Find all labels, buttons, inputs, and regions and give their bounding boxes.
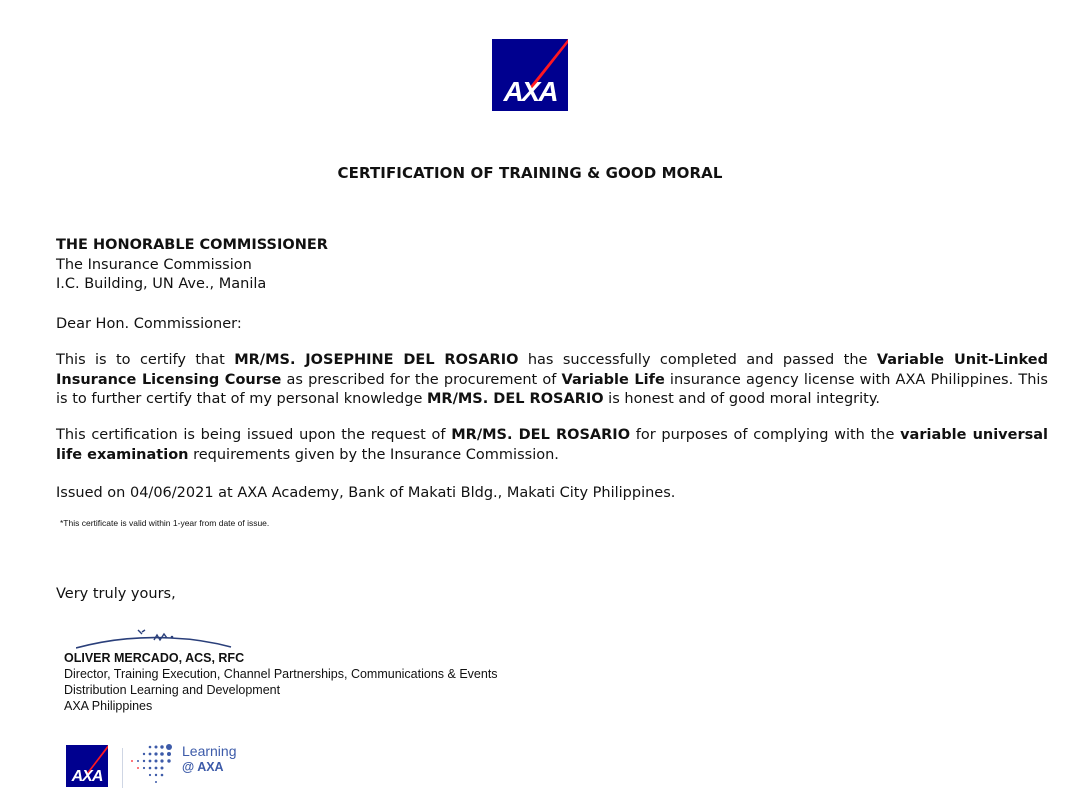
issued-statement: Issued on 04/06/2021 at AXA Academy, Bank of Makati Bldg., Makati City Philippines.	[56, 485, 676, 501]
p2-candidate-short: MR/MS. DEL ROSARIO	[451, 427, 631, 443]
document-title: CERTIFICATION OF TRAINING & GOOD MORAL	[337, 164, 723, 182]
p1-course-name: Variable Unit-Linked Insurance Licensing Course	[56, 352, 1048, 388]
signer-company: AXA Philippines	[64, 699, 153, 713]
p1-candidate-name: MR/MS. JOSEPHINE DEL ROSARIO	[234, 352, 519, 368]
p1-text-3: as prescribed for the procurement of	[281, 371, 562, 388]
p1-text-4: insurance agency license with AXA Philippines. This is to further certify that of my personal knowledge	[56, 371, 1048, 407]
signer-department: Distribution Learning and Development	[64, 683, 281, 697]
axa-footer-logo	[66, 745, 108, 787]
footer-divider	[122, 748, 123, 788]
addressee-line-1: THE HONORABLE COMMISSIONER	[56, 237, 328, 253]
learning-label: Learning	[182, 743, 237, 759]
p1-text-5: is honest and of good moral integrity.	[603, 391, 880, 407]
p2-text-3: requirements given by the Insurance Commission.	[188, 446, 559, 463]
validity-note: *This certificate is valid within 1-year from date of issue.	[60, 518, 270, 528]
addressee-line-2: The Insurance Commission	[56, 256, 252, 273]
signer-block	[64, 650, 498, 714]
salutation: Dear Hon. Commissioner:	[56, 316, 242, 332]
addressee-block	[56, 236, 328, 295]
svg-text:AXA: AXA	[503, 76, 557, 107]
p2-text-2: for purposes of complying with the	[630, 427, 901, 443]
learning-at-axa-brand	[182, 743, 237, 775]
p2-exam-name: variable universal life examination	[56, 427, 1049, 463]
closing: Very truly yours,	[56, 586, 176, 602]
signer-title: Director, Training Execution, Channel Partnerships, Communications & Events	[64, 667, 498, 681]
certification-paragraph	[56, 351, 1048, 410]
learning-dots-icon	[130, 743, 178, 789]
p1-license-type: Variable Life	[561, 371, 665, 388]
p1-text-2: has successfully completed and passed the	[518, 352, 877, 368]
svg-text:AXA: AXA	[71, 768, 103, 785]
addressee-line-3: I.C. Building, UN Ave., Manila	[56, 276, 267, 292]
axa-logo	[492, 39, 568, 111]
p2-text-1: This certification is being issued upon the request of	[56, 427, 452, 443]
p1-candidate-short: MR/MS. DEL ROSARIO	[426, 391, 604, 407]
p1-text-1: This is to certify that	[56, 352, 235, 368]
at-axa-label: @ AXA	[182, 760, 224, 774]
purpose-paragraph	[56, 426, 1048, 465]
signer-name: OLIVER MERCADO, ACS, RFC	[64, 651, 245, 665]
